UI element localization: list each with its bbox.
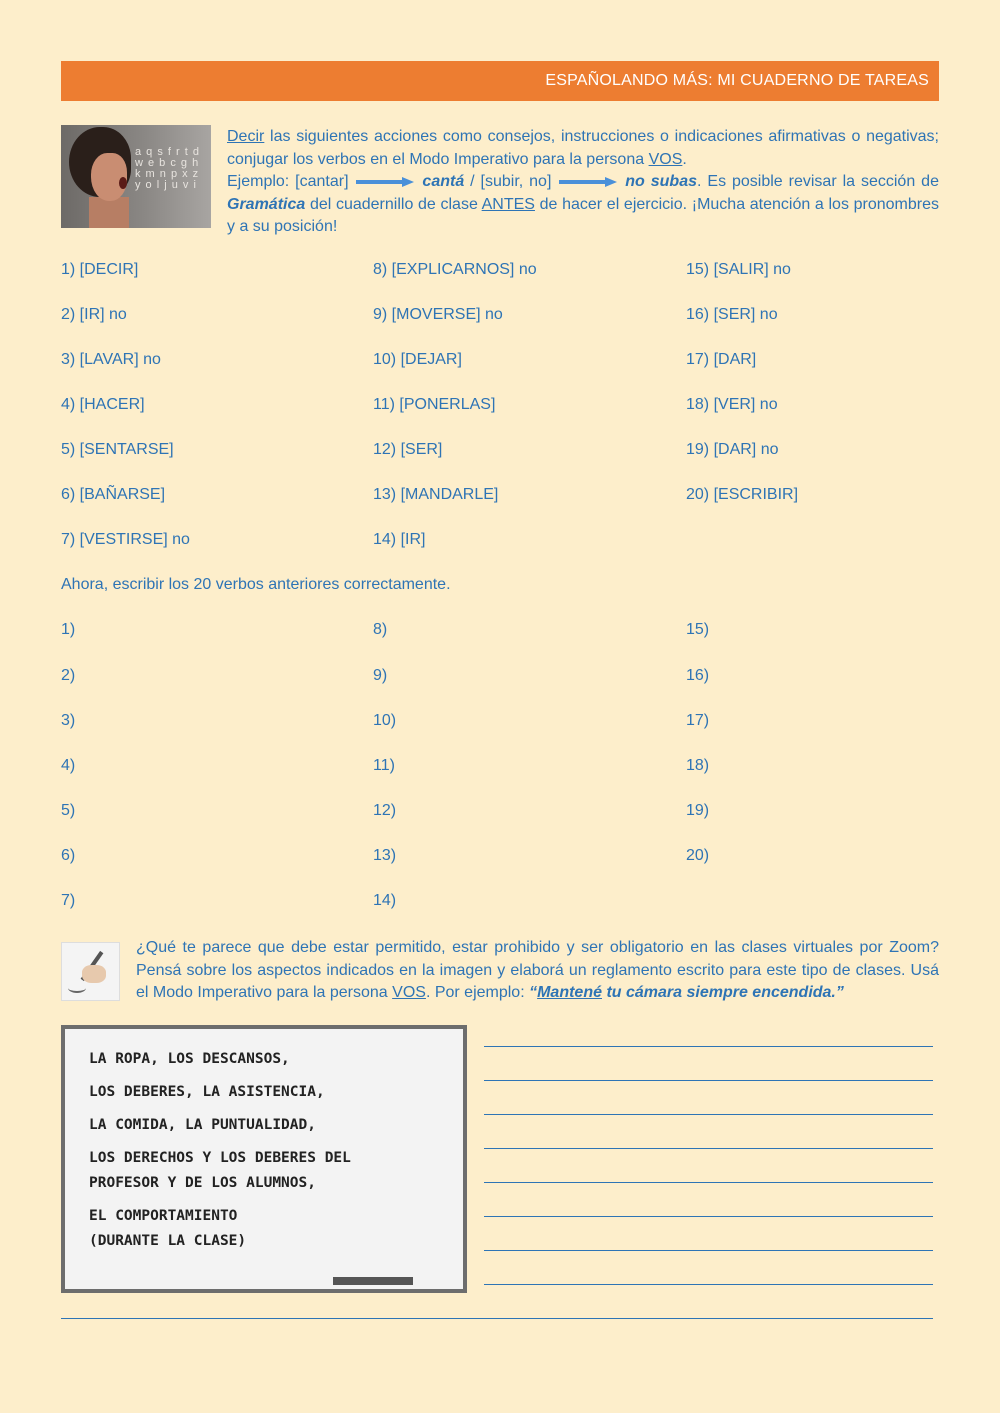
writing-line[interactable] xyxy=(61,1318,933,1319)
writing-line[interactable] xyxy=(484,1284,933,1285)
exercise-item: 14) [IR] xyxy=(373,531,426,548)
answer-item[interactable]: 2) xyxy=(61,667,76,684)
arrow-right-icon xyxy=(559,177,617,187)
answer-item[interactable]: 8) xyxy=(373,621,388,638)
writing-line[interactable] xyxy=(484,1182,933,1183)
exercise-item: 10) [DEJAR] xyxy=(373,351,462,368)
writing-line[interactable] xyxy=(484,1080,933,1081)
board-line: LA COMIDA, LA PUNTUALIDAD, xyxy=(89,1117,316,1133)
exercise-item: 12) [SER] xyxy=(373,441,443,458)
answer-item[interactable]: 16) xyxy=(686,667,710,684)
answer-item[interactable]: 18) xyxy=(686,757,710,774)
answer-item[interactable]: 15) xyxy=(686,621,710,638)
exercise-item: 16) [SER] no xyxy=(686,306,778,323)
writing-line[interactable] xyxy=(484,1114,933,1115)
arrow-right-icon xyxy=(356,177,414,187)
floating-letters: a q s f r t d w e b c g h k m n p x z y o l j u v i xyxy=(135,146,200,191)
example-verb: Mantené xyxy=(537,984,602,1001)
answer-item[interactable]: 14) xyxy=(373,892,397,909)
answer-item[interactable]: 6) xyxy=(61,847,76,864)
answer-item[interactable]: 19) xyxy=(686,802,710,819)
answer-item[interactable]: 17) xyxy=(686,712,710,729)
answer-item[interactable]: 9) xyxy=(373,667,388,684)
exercise-item: 15) [SALIR] no xyxy=(686,261,791,278)
example-answer-2: no subas xyxy=(625,173,698,190)
shouting-woman-image xyxy=(61,125,211,228)
writing-line[interactable] xyxy=(484,1148,933,1149)
exercise-item: 1) [DECIR] xyxy=(61,261,139,278)
answer-item[interactable]: 3) xyxy=(61,712,76,729)
board-eraser xyxy=(333,1277,413,1285)
vos-word: VOS xyxy=(648,150,683,168)
writing-hand-icon xyxy=(61,942,120,1001)
exercise-item: 6) [BAÑARSE] xyxy=(61,486,166,503)
writing-line[interactable] xyxy=(484,1046,933,1047)
answer-item[interactable]: 7) xyxy=(61,892,76,909)
gramatica-word: Gramática xyxy=(227,195,306,213)
exercise-item: 13) [MANDARLE] xyxy=(373,486,499,503)
example-label: Ejemplo: [cantar] xyxy=(227,173,349,190)
writing-prompt: ¿Qué te parece que debe estar permitido, estar prohibido y ser obligatorio en las clases virtuales por Zoom? Pensá sobre los aspectos indicados en la imagen y elaborá un reglamento escrito para este tipo de clases. Usá el Modo Imperativo para la persona VOS. Por ejemplo: “Mantené tu cámara siempre encendida.” xyxy=(136,939,939,1001)
antes-word: ANTES xyxy=(481,195,535,213)
instructions-paragraph: Decir las siguientes acciones como consejos, instrucciones o indicaciones afirmativas o negativas; conjugar los verbos en el Modo Imperativo para la persona VOS. Ejemplo: [cantar] cantá / [subir, no] no subas. Es posible revisar la sección de Gramática del cuadernillo de clase ANTES de hacer el ejercicio. ¡Mucha atención a los pronombres y a su posición! xyxy=(227,128,939,235)
board-line: LA ROPA, LOS DESCANSOS, xyxy=(89,1051,290,1067)
exercise-item: 11) [PONERLAS] xyxy=(373,396,496,413)
example-answer-1: cantá xyxy=(422,173,465,190)
board-line: EL COMPORTAMIENTO xyxy=(89,1208,238,1224)
header-title: ESPAÑOLANDO MÁS: MI CUADERNO DE TAREAS xyxy=(545,72,929,89)
exercise-item: 5) [SENTARSE] xyxy=(61,441,174,458)
exercise-item: 2) [IR] no xyxy=(61,306,127,323)
answer-item[interactable]: 11) xyxy=(373,757,395,774)
exercise-item: 9) [MOVERSE] no xyxy=(373,306,503,323)
board-line: LOS DERECHOS Y LOS DEBERES DEL xyxy=(89,1150,351,1166)
exercise-item: 17) [DAR] xyxy=(686,351,757,368)
exercise-item: 19) [DAR] no xyxy=(686,441,779,458)
instruction-rewrite: Ahora, escribir los 20 verbos anteriores correctamente. xyxy=(61,576,451,593)
writing-line[interactable] xyxy=(484,1216,933,1217)
exercise-item: 8) [EXPLICARNOS] no xyxy=(373,261,537,278)
answer-item[interactable]: 1) xyxy=(61,621,76,638)
board-line: PROFESOR Y DE LOS ALUMNOS, xyxy=(89,1175,316,1191)
exercise-item: 4) [HACER] xyxy=(61,396,145,413)
answer-item[interactable]: 5) xyxy=(61,802,76,819)
writing-line[interactable] xyxy=(484,1250,933,1251)
page-header xyxy=(61,61,939,101)
vos-word: VOS xyxy=(392,984,426,1001)
answer-item[interactable]: 20) xyxy=(686,847,710,864)
answer-item[interactable]: 13) xyxy=(373,847,397,864)
exercise-item: 7) [VESTIRSE] no xyxy=(61,531,190,548)
exercise-item: 3) [LAVAR] no xyxy=(61,351,161,368)
exercise-item: 18) [VER] no xyxy=(686,396,778,413)
answer-item[interactable]: 4) xyxy=(61,757,76,774)
exercise-item: 20) [ESCRIBIR] xyxy=(686,486,799,503)
answer-item[interactable]: 10) xyxy=(373,712,397,729)
board-line: (DURANTE LA CLASE) xyxy=(89,1233,247,1249)
whiteboard-image xyxy=(61,1025,467,1293)
answer-item[interactable]: 12) xyxy=(373,802,397,819)
decir-word: Decir xyxy=(227,128,265,145)
board-line: LOS DEBERES, LA ASISTENCIA, xyxy=(89,1084,325,1100)
